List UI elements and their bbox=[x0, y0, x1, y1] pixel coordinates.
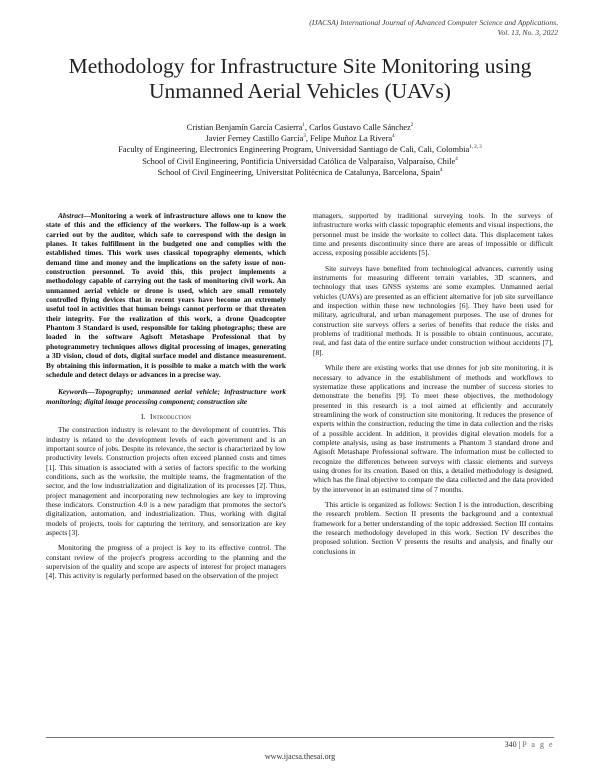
keywords bbox=[46, 387, 286, 406]
page-number bbox=[505, 740, 554, 749]
section-title: Introduction bbox=[149, 411, 192, 421]
abstract-text: —Monitoring a work of infrastructure allows one to know the state of this and the efficiency of the workers. The follow-up is a work carried out by the auditor, which safe to correspond with the design in planes. It takes fulfillment in the budgeted one and complies with the established times. This work uses classical topography elements, which demand time and money and the implications on the safety issue of non-construction personnel. To avoid this, this project implements a methodology capable of carrying out the task of monitoring civil work. An unmanned aerial vehicle or drone is used, which are small remotely controlled flying devices that in recent years have become an extremely useful tool in activities that human beings cannot perform or that threaten their integrity. For the realization of this work, a drone Quadcopter Phantom 3 Standard is used, responsible for taking photographs; these are loaded in the software Agisoft Metashape Professional that by photogrammetry techniques allows digital processing of images, generating a 3D vision, cloud of dots, digital surface model and distance measurement. By obtaining this information, it is possible to make a match with the work schedule and detect delays or advances in a precise way. bbox=[46, 211, 286, 379]
section-number: I. bbox=[140, 411, 146, 421]
affiliation-3 bbox=[40, 167, 560, 178]
body-paragraph: While there are existing works that use drones for job site monitoring, it is necessary to advance in the establishment of methods and workflows to systematize these applications and increase the number of success stories to demonstrate the benefits [9]. To meet these objectives, the methodology presented in this research is a tool aimed at efficiently and accurately streamlining the work of construction site monitoring. It reduces the presence of experts within the construction, reducing the time in data collection and the risks of a possible accident. In addition, it provides digital elevation models for a complete analysis, using as base instruments a Phantom 3 standard drone and Agisoft Metashape Professional software. The information must be collected to recognize the differences between surveys with classic elements and surveys using drones for its creation. Based on this, a detailed methodology is designed, which has the final objective to compare the data collected and the data provided by the intervenor in an estimated time of 7 months. bbox=[313, 363, 553, 494]
body-paragraph: This article is organized as follows: Section I is the introduction, describing the research problem. Section II presents the background and a contextual framework for a better understanding of the topic addressed. Section III contains the research methodology developed in this work. Section IV describes the proposed solution. Section V presents the results and analysis, and finally our conclusions in bbox=[313, 499, 553, 556]
page-label: P a g e bbox=[522, 740, 554, 749]
journal-header bbox=[238, 18, 558, 38]
body-paragraph: managers, supported by traditional surveying tools. In the surveys of infrastructure works with classic topographic elements and visual inspections, the personnel must be inside the worksite to collect data. This displacement takes time and presents discontinuity since there are areas of impossible or difficult access, exposing possible accidents [5]. bbox=[313, 211, 553, 258]
author-line-2: Javier Ferney Castillo García$^3$, Felipe Muñoz La Rivera$^4$ bbox=[205, 134, 395, 144]
affiliation-text: School of Civil Engineering, Pontificia Universidad Católica de Valparaíso, Valparaíso, Chile bbox=[142, 156, 456, 166]
right-column bbox=[313, 211, 553, 562]
author-name: Javier Ferney Castillo García bbox=[205, 134, 304, 144]
author-name: Carlos Gustavo Calle Sánchez bbox=[309, 123, 411, 132]
author-name: Cristian Benjamín García Casierra bbox=[186, 123, 303, 132]
abstract bbox=[46, 211, 286, 379]
affiliation-2 bbox=[40, 156, 560, 167]
author-sup: 3 bbox=[303, 134, 306, 140]
author-sup: 4 bbox=[392, 134, 395, 140]
affiliation-sup: 4 bbox=[455, 156, 458, 162]
journal-line-2: Vol. 13, No. 3, 2022 bbox=[497, 28, 558, 37]
journal-line-1: (IJACSA) International Journal of Advanced Computer Science and Applications, bbox=[309, 18, 558, 27]
body-paragraph: Monitoring the progress of a project is key to its effective control. The constant review of the project's progress according to the planning and the supervision of the quality and scope are aspects of interest for project managers [4]. This activity is regularly performed based on the observation of the project bbox=[46, 543, 286, 581]
keywords-text: —Topography; unmanned aerial vehicle; infrastructure work monitoring; digital image processing component; construction site bbox=[46, 387, 286, 406]
left-column bbox=[46, 211, 286, 587]
author-block bbox=[40, 122, 560, 178]
paper-title: Methodology for Infrastructure Site Monitoring using Unmanned Aerial Vehicles (UAVs) bbox=[68, 54, 532, 103]
abstract-lead: Abstract bbox=[58, 211, 84, 220]
affiliation-sup: 1, 2, 3 bbox=[469, 145, 482, 151]
page-number-value: 340 bbox=[504, 740, 517, 749]
affiliation-1 bbox=[40, 144, 560, 155]
author-name: Felipe Muñoz La Rivera bbox=[310, 134, 393, 144]
affiliation-sup: 4 bbox=[439, 168, 443, 174]
body-paragraph: The construction industry is relevant to the development of countries. This industry is related to the development levels of each government and is an important source of jobs. Despite its relevance, the sector is characterized by low productivity levels. Construction projects often exceed planned costs and times [1]. This situation is associated with a series of factors specific to the working conditions, such as the worksite, the multiple teams, the fragmentation of the sector, and the low industrialization and digitalization of its processes [2]. Thus, project management and incorporating new technologies are key to improving these indicators. Construction 4.0 is a new paradigm that promotes the sector's digitalization, automation, and industrialization. Thus, working with digital models of projects, tools for capturing the territory, and sensorization are key aspects [3]. bbox=[46, 425, 286, 537]
keywords-lead: Keywords bbox=[58, 387, 88, 397]
affiliation-text: School of Civil Engineering, Universitat Politècnica de Catalunya, Barcelona, Spain bbox=[157, 167, 440, 177]
footer-divider bbox=[46, 737, 554, 738]
author-line-1: Cristian Benjamín García Casierra$^1$, Carlos Gustavo Calle Sánchez$^2$ bbox=[186, 123, 414, 132]
page-separator: | bbox=[518, 740, 521, 749]
affiliation-text: Faculty of Engineering, Electronics Engineering Program, Universidad Santiago de Cali, Cali, Colombia bbox=[118, 145, 470, 155]
journal-website[interactable]: www.ijacsa.thesai.org bbox=[264, 752, 336, 761]
section-heading bbox=[46, 412, 286, 421]
author-sup: 1 bbox=[302, 123, 305, 129]
author-sup: 2 bbox=[410, 123, 414, 129]
body-paragraph: Site surveys have benefited from technological advances, currently using instruments for measuring different terrain variables, 3D scanners, and technology that uses GNSS systems are some examples. Unmanned aerial vehicles (UAVs) are presented as an efficient alternative for job site surveillance and inspection within these new technologies [6]. They have been used for military, agricultural, and urban management purposes. The use of drones for construction site surveys offers a series of benefits that reduce the risks and problems of traditional methods. It is possible to obtain continuous, accurate, real, and fast data of the entire surface under construction without accidents [7], [8]. bbox=[313, 263, 553, 357]
